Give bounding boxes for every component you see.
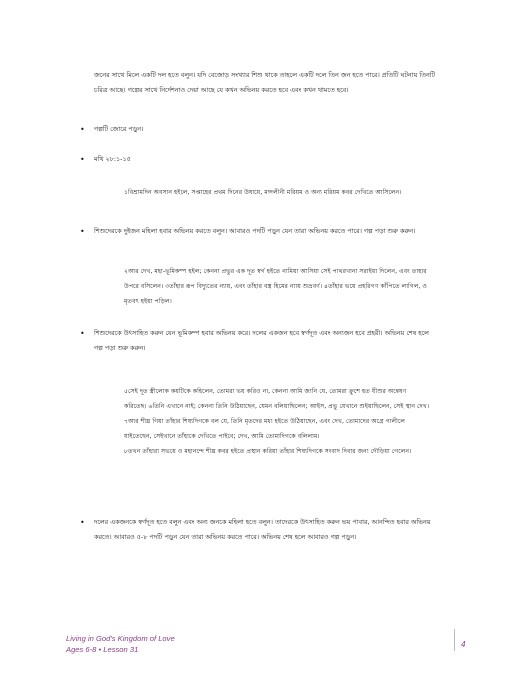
scripture-verse bbox=[124, 185, 464, 200]
list-item-text bbox=[94, 515, 466, 545]
footer-divider bbox=[454, 629, 455, 651]
verse-line: ১বিশ্রামদিন অবসান হইলে, সপ্তাহের প্রথম দিনের উষায়ে, মগ্দলীনী মরিয়ম ও অন্য মরিয়ম কবর দেখিতে আসিলেন। bbox=[124, 189, 402, 196]
intro-line-2: চরিত্র আছে। গল্পের সাথে নির্দেশনাও দেয়া আছে যে কখন অভিনয় করতে হবে এবং কখন থামতে হবে। bbox=[94, 86, 349, 94]
page-number: 4 bbox=[461, 640, 466, 649]
scripture-verse bbox=[124, 264, 469, 309]
verse-line: ৭আর শীঘ্র গিয়া তাঁহার শিষ্যদিগকে বল যে, তিনি মৃতদের মধ্য হইতে উঠিয়াছেন, এবং দেখ, তোমাদের অগ্রে গালীলে bbox=[124, 418, 405, 425]
verse-line: ৮তখন তাঁহারা সভয়ে ও মহানন্দে শীঘ্র কবর হইতে প্রস্থান করিয়া তাঁহার শিষ্যদিগকে সংবাদ দিবার জন্য দৌড়িয়া গেলেন। bbox=[124, 448, 412, 455]
intro-paragraph bbox=[94, 68, 464, 98]
list-item-line: দলের একজনকে স্বর্গদূত হতে বলুন এবং অন্য জনকে মহিলা হতে বলুন। তাদেরকে উৎসাহিত করুন ভয় পাবার, আনন্দিত হবার অভিনয় bbox=[94, 518, 431, 526]
verse-line: ২আর দেখ, মহা-ভূমিকম্প হইল; কেননা প্রভুর এক দূত স্বর্গ হইতে নামিয়া আসিয়া সেই পাথরখানা সরাইয়া দিলেন, এবং তাহার bbox=[124, 268, 427, 275]
verse-line: উপরে বসিলেন। ৩তাঁহার রূপ বিদ্যুতের ন্যায়, এবং তাঁহার বস্ত্র হিমের ন্যায় শুভ্রবর্ণ। ৪তাঁহার ভয়ে প্রহরিগণ কাঁপিতে লাগিল, ও bbox=[124, 283, 427, 290]
list-item-text: গল্পটি জোরে পড়ুন। bbox=[94, 125, 144, 133]
list-item-line: গল্প পড়া শুরু করুন। bbox=[94, 344, 146, 352]
verse-line: করিতেছ। ৬তিনি এখানে নাই; কেননা তিনি উঠিয়াছেন, যেমন বলিয়াছিলেন; আইস, প্রভু যেখানে শুইয়াছিলেন, সেই স্থান দেখ। bbox=[124, 403, 430, 410]
bullet-icon: • bbox=[80, 227, 85, 236]
list-item-text bbox=[94, 326, 466, 356]
verse-line: মৃতবৎ হইয়া পড়িল। bbox=[124, 298, 172, 305]
list-item-line: করতে। আবারও ৫-৮ পদটি পড়ুন যেন তারা অভিনয় করতে পারে। অভিনয় শেষ হলে আবারও গল্প পড়ুন। bbox=[94, 533, 357, 541]
bullet-icon: • bbox=[80, 518, 85, 527]
scripture-verse bbox=[124, 384, 469, 459]
footer-subtitle: Ages 6-8 • Lesson 31 bbox=[66, 645, 139, 654]
bullet-icon: • bbox=[80, 125, 85, 134]
footer-title: Living in God's Kingdom of Love bbox=[66, 634, 175, 643]
bullet-icon: • bbox=[80, 155, 85, 164]
bullet-icon: • bbox=[80, 329, 85, 338]
list-item-text: শিশুদেরকে দুইজন মহিলা হবার অভিনয় করতে বলুন। আবারও পদটি পড়ুন যেন তারা অভিনয় করতে পারে। গল্প পড়া শুরু করুন। bbox=[94, 227, 416, 235]
list-item-line: শিশুদেরকে উৎসাহিত করুন যেন ভূমিকম্প হবার অভিনয় করে। দলের একজন হবে স্বর্গদূত এবং অন্যজন হবে প্রহরী। অভিনয় শেষ হলে bbox=[94, 329, 429, 337]
verse-line: ৫সেই দূত স্ত্রীলোক কয়টিকে কহিলেন, তোমরা ভয় করিও না, কেননা আমি জানি যে, তোমরা ক্রুশে হত যীশুর অন্বেষণ bbox=[124, 388, 407, 395]
scripture-reference: মথি ২৮:১-১৫ bbox=[94, 155, 131, 163]
verse-line: যাইতেছেন, সেইখানে তাঁহাকে দেখিতে পাইবে; দেখ, আমি তোমাদিগকে বলিলাম। bbox=[124, 433, 320, 440]
intro-line-1: জনের সাথে মিলে একটি দল হতে বলুন। যদি বেজোড় সংখ্যার শিশু থাকে তাহলে একটি দলে তিন জন হতে পারে। প্রতিটি ঘটনায় তিনটি bbox=[94, 71, 436, 79]
